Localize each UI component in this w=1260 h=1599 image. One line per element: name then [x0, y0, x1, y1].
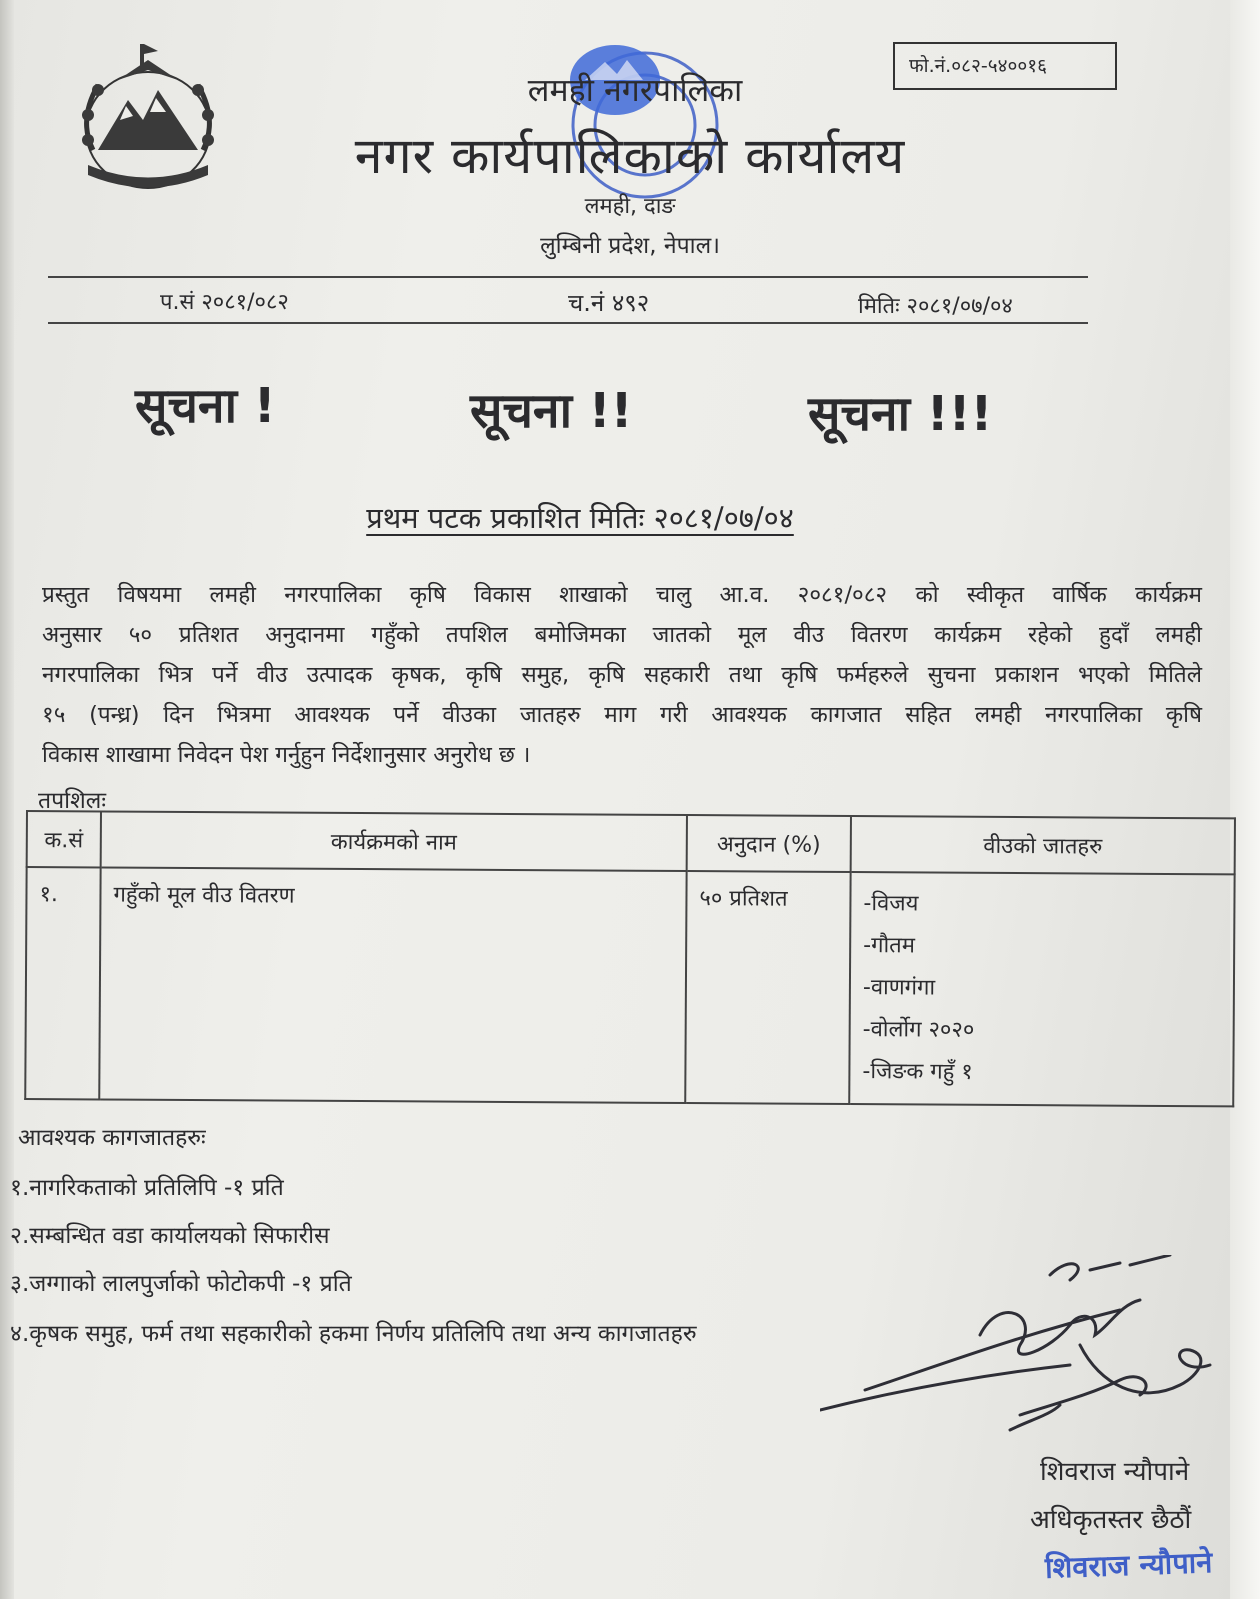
table-header-row: [27, 811, 1235, 874]
header-rule-bottom: [48, 322, 1088, 324]
signatory-name: शिवराज न्यौपाने: [1040, 1457, 1190, 1487]
cell-program: गहुँको मूल वीउ वितरण: [99, 867, 686, 1103]
document-item: २.सम्बन्धित वडा कार्यालयको सिफारीस: [10, 1223, 330, 1249]
document-item: ३.जग्गाको लालपुर्जाको फोटोकपी -१ प्रति: [10, 1271, 352, 1297]
nepal-emblem-icon: [58, 40, 238, 200]
schedule-table: [24, 810, 1236, 1107]
handwritten-signature-icon: [820, 1255, 1240, 1465]
signatory-name-stamp: शिवराज न्यौपाने: [1044, 1545, 1213, 1585]
header-rule-top: [48, 276, 1088, 278]
province: लुम्बिनी प्रदेश, नेपाल।: [540, 233, 720, 259]
cell-subsidy: ५० प्रतिशत: [685, 871, 850, 1104]
variety-item: -जिङक गहुँ १: [862, 1059, 973, 1085]
body-line: विकास शाखामा निवेदन पेश गर्नुहुन निर्देशानुसार अनुरोध छ ।: [42, 742, 531, 768]
letter-number: प.सं २०८१/०८२: [160, 290, 289, 315]
office-name: नगर कार्यपालिकाको कार्यालय: [354, 127, 906, 185]
table-row: [25, 867, 1234, 1106]
phone-number: फो.नं.०८२-५४००१६: [893, 42, 1117, 90]
notice-heading-3: सूचना !!!: [808, 386, 993, 442]
dispatch-number: च.नं ४९२: [568, 289, 650, 317]
letter-date: मितिः २०८१/०७/०४: [858, 294, 1013, 319]
document-item: १.नागरिकताको प्रतिलिपि -१ प्रति: [10, 1175, 284, 1201]
documents-title: आवश्यक कागजातहरुः: [18, 1125, 206, 1151]
body-line: १५ (पन्ध्र) दिन भित्रमा आवश्यक पर्ने वीउका जातहरु माग गरी आवश्यक कागजात सहित लमही नगरपालिका कृषि: [42, 702, 1202, 728]
notice-heading-1: सूचना !: [135, 378, 276, 434]
variety-item: -वाणगंगा: [862, 975, 936, 1001]
col-subsidy: अनुदान (%): [687, 815, 851, 872]
page-edge-left: [0, 0, 14, 1599]
col-varieties: वीउको जातहरु: [851, 816, 1235, 874]
col-serial: क.सं: [27, 811, 101, 867]
notice-body: [42, 575, 1202, 775]
variety-item: -विजय: [863, 891, 919, 917]
cell-serial: १.: [25, 867, 100, 1099]
col-program: कार्यक्रमको नाम: [101, 811, 687, 871]
municipality-name: लमही नगरपालिका: [527, 71, 743, 109]
schedule-label: तपशिलः: [38, 788, 107, 814]
published-date: प्रथम पटक प्रकाशित मितिः २०८१/०७/०४: [366, 501, 794, 535]
body-line: अनुसार ५० प्रतिशत अनुदानमा गहुँको तपशिल बमोजिमका जातको मूल वीउ वितरण कार्यक्रम रहेको हुदाँ लमही: [42, 622, 1202, 648]
variety-item: -वोर्लोग २०२०: [862, 1017, 975, 1043]
variety-item: -गौतम: [863, 933, 915, 959]
signatory-title: अधिकृतस्तर छैठौं: [1030, 1505, 1192, 1535]
notice-heading-2: सूचना !!: [470, 383, 633, 439]
body-line: नगरपालिका भित्र पर्ने वीउ उत्पादक कृषक, कृषि समुह, कृषि सहकारी तथा कृषि फर्महरुले सुचना प्रकाशन भएको मितिले: [42, 662, 1202, 688]
office-place: लमही, दाङ: [584, 194, 676, 219]
document-item: ४.कृषक समुह, फर्म तथा सहकारीको हकमा निर्णय प्रतिलिपि तथा अन्य कागजातहरु: [10, 1321, 697, 1347]
body-line: प्रस्तुत विषयमा लमही नगरपालिका कृषि विकास शाखाको चालु आ.व. २०८१/०८२ को स्वीकृत वार्षिक कार्यक्रम: [42, 582, 1202, 608]
cell-varieties: [849, 872, 1234, 1106]
